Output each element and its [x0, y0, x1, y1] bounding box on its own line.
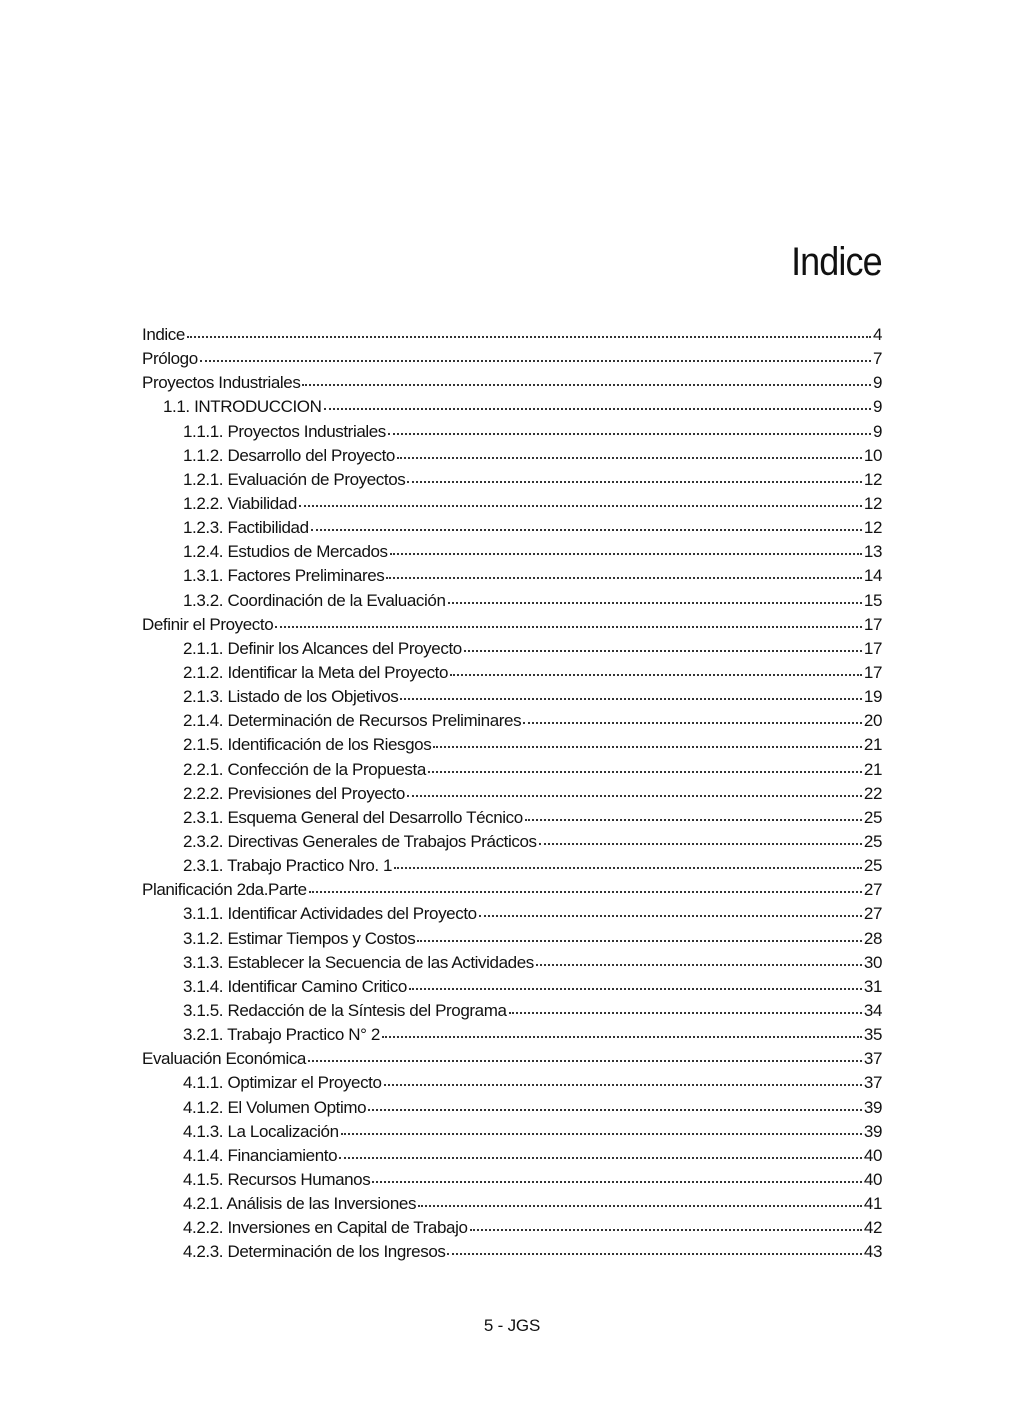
toc-entry-title: 2.3.2. Directivas Generales de Trabajos Prácticos [183, 831, 537, 851]
toc-entry-title: 2.3.1. Esquema General del Desarrollo Técnico [183, 807, 523, 827]
toc-entry-title: 4.2.3. Determinación de los Ingresos [183, 1242, 446, 1262]
toc-entry-title: 1.2.4. Estudios de Mercados [183, 542, 388, 562]
toc-dot-leader [309, 881, 862, 895]
toc-dot-leader [324, 398, 871, 412]
toc-entry-title: 3.1.3. Establecer la Secuencia de las Actividades [183, 952, 534, 972]
toc-dot-leader [372, 1171, 862, 1185]
toc-page-number: 28 [863, 928, 882, 948]
toc-page-number: 25 [863, 831, 882, 851]
toc-entry[interactable] [142, 323, 882, 347]
toc-dot-leader [470, 1219, 862, 1233]
toc-entry-title: Prólogo [142, 349, 198, 369]
toc-entry[interactable] [142, 420, 882, 444]
toc-dot-leader [407, 471, 862, 485]
toc-entry[interactable] [142, 540, 882, 564]
toc-entry-title: 3.1.5. Redacción de la Síntesis del Programa [183, 1000, 507, 1020]
toc-dot-leader [382, 1026, 862, 1040]
toc-dot-leader [388, 423, 871, 437]
toc-dot-leader [187, 326, 871, 340]
toc-dot-leader [448, 592, 862, 606]
toc-entry-title: 1.3.2. Coordinación de la Evaluación [183, 590, 446, 610]
toc-entry[interactable] [142, 927, 882, 951]
toc-page-number: 19 [863, 687, 882, 707]
toc-entry-title: 2.1.1. Definir los Alcances del Proyecto [183, 638, 462, 658]
toc-page-number: 9 [872, 373, 882, 393]
toc-dot-leader [311, 519, 862, 533]
toc-page-number: 42 [863, 1218, 882, 1238]
toc-entry[interactable] [142, 902, 882, 926]
toc-entry-title: Definir el Proyecto [142, 614, 274, 634]
toc-entry-title: Proyectos Industriales [142, 373, 301, 393]
toc-dot-leader [417, 930, 862, 944]
toc-entry-title: 4.1.3. La Localización [183, 1121, 339, 1141]
toc-page-number: 30 [863, 952, 882, 972]
toc-entry-title: 4.1.4. Financiamiento [183, 1145, 338, 1165]
toc-entry-title: 1.2.2. Viabilidad [183, 493, 297, 513]
toc-dot-leader [409, 978, 862, 992]
toc-entry[interactable] [142, 709, 882, 733]
toc-dot-leader [525, 809, 862, 823]
toc-entry[interactable] [142, 806, 882, 830]
toc-entry[interactable] [142, 1192, 882, 1216]
toc-entry-title: 4.1.1. Optimizar el Proyecto [183, 1073, 382, 1093]
toc-entry[interactable] [142, 637, 882, 661]
toc-dot-leader [275, 616, 862, 630]
toc-page-number: 41 [863, 1194, 882, 1214]
toc-page-number: 39 [863, 1097, 882, 1117]
toc-dot-leader [200, 350, 871, 364]
toc-page-number: 37 [863, 1049, 882, 1069]
page-title: Indice [791, 240, 882, 284]
toc-dot-leader [308, 1050, 862, 1064]
toc-dot-leader [384, 1074, 862, 1088]
toc-page-number: 22 [863, 783, 882, 803]
toc-entry[interactable] [142, 1216, 882, 1240]
toc-dot-leader [479, 905, 862, 919]
toc-page-number: 25 [863, 807, 882, 827]
toc-entry-title: Planificación 2da.Parte [142, 880, 307, 900]
toc-dot-leader [386, 567, 862, 581]
toc-entry[interactable] [142, 516, 882, 540]
toc-page-number: 10 [863, 445, 882, 465]
toc-dot-leader [299, 495, 862, 509]
toc-entry-title: 2.1.3. Listado de los Objetivos [183, 687, 399, 707]
toc-page-number: 37 [863, 1073, 882, 1093]
toc-page-number: 25 [863, 856, 882, 876]
toc-page-number: 20 [863, 711, 882, 731]
toc-dot-leader [464, 640, 862, 654]
toc-page-number: 35 [863, 1025, 882, 1045]
toc-entry-title: 1.1.2. Desarrollo del Proyecto [183, 445, 395, 465]
toc-entry[interactable] [142, 1240, 882, 1264]
toc-page-number: 9 [872, 421, 882, 441]
toc-entry[interactable] [142, 685, 882, 709]
toc-entry-title: 1.3.1. Factores Preliminares [183, 566, 385, 586]
toc-dot-leader [536, 954, 862, 968]
toc-entry[interactable] [142, 854, 882, 878]
toc-entry[interactable] [142, 999, 882, 1023]
toc-entry-title: 2.1.2. Identificar la Meta del Proyecto [183, 662, 449, 682]
page-footer: 5 - JGS [483, 1316, 541, 1335]
toc-dot-leader [390, 543, 862, 557]
table-of-contents [142, 323, 882, 1264]
toc-page-number: 43 [863, 1242, 882, 1262]
toc-dot-leader [400, 688, 862, 702]
toc-entry-title: 2.3.1. Trabajo Practico Nro. 1 [183, 856, 393, 876]
toc-entry[interactable] [142, 758, 882, 782]
toc-page-number: 12 [863, 493, 882, 513]
toc-entry[interactable] [142, 1047, 882, 1071]
toc-entry[interactable] [142, 951, 882, 975]
toc-page-number: 39 [863, 1121, 882, 1141]
toc-entry[interactable] [142, 347, 882, 371]
toc-dot-leader [302, 374, 870, 388]
toc-entry[interactable] [142, 1144, 882, 1168]
toc-entry-title: 4.2.1. Análisis de las Inversiones [183, 1194, 417, 1214]
toc-dot-leader [418, 1195, 862, 1209]
toc-entry-title: 2.2.1. Confección de la Propuesta [183, 759, 426, 779]
toc-entry[interactable] [142, 1120, 882, 1144]
toc-entry-title: 4.1.5. Recursos Humanos [183, 1169, 371, 1189]
toc-page-number: 21 [863, 735, 882, 755]
toc-entry[interactable] [142, 589, 882, 613]
toc-entry[interactable] [142, 395, 882, 419]
toc-dot-leader [433, 736, 862, 750]
toc-entry[interactable] [142, 613, 882, 637]
toc-dot-leader [407, 785, 862, 799]
toc-dot-leader [450, 664, 862, 678]
toc-page-number: 34 [863, 1000, 882, 1020]
toc-page-number: 15 [863, 590, 882, 610]
toc-entry[interactable] [142, 371, 882, 395]
toc-page-number: 17 [863, 662, 882, 682]
toc-page-number: 40 [863, 1169, 882, 1189]
toc-page-number: 4 [872, 325, 882, 344]
toc-page-number: 7 [872, 349, 882, 369]
toc-entry[interactable] [142, 492, 882, 516]
toc-entry-title: 1.1. INTRODUCCION [163, 397, 322, 417]
toc-entry[interactable] [142, 1096, 882, 1120]
toc-page-number: 13 [863, 542, 882, 562]
toc-page-number: 17 [863, 638, 882, 658]
toc-dot-leader [339, 1147, 862, 1161]
toc-entry-title: 1.2.3. Factibilidad [183, 518, 309, 538]
toc-entry[interactable] [142, 1023, 882, 1047]
toc-entry-title: 4.1.2. El Volumen Optimo [183, 1097, 367, 1117]
toc-entry[interactable] [142, 1168, 882, 1192]
toc-entry-title: 3.1.4. Identificar Camino Critico [183, 976, 407, 996]
toc-page-number: 27 [863, 880, 882, 900]
toc-entry[interactable] [142, 444, 882, 468]
toc-entry-title: 2.1.4. Determinación de Recursos Preliminares [183, 711, 522, 731]
toc-entry[interactable] [142, 782, 882, 806]
toc-dot-leader [341, 1123, 862, 1137]
toc-entry[interactable] [142, 975, 882, 999]
toc-entry-title: Evaluación Económica [142, 1049, 306, 1069]
toc-entry[interactable] [142, 733, 882, 757]
toc-page-number: 31 [863, 976, 882, 996]
toc-page-number: 17 [863, 614, 882, 634]
toc-dot-leader [368, 1099, 862, 1113]
toc-entry[interactable] [142, 564, 882, 588]
toc-entry-title: 1.2.1. Evaluación de Proyectos [183, 469, 406, 489]
toc-entry-title: 1.1.1. Proyectos Industriales [183, 421, 386, 441]
toc-entry[interactable] [142, 1071, 882, 1095]
toc-entry-title: 2.1.5. Identificación de los Riesgos [183, 735, 432, 755]
toc-page-number: 21 [863, 759, 882, 779]
toc-dot-leader [447, 1243, 861, 1257]
toc-entry-title: 3.1.2. Estimar Tiempos y Costos [183, 928, 416, 948]
toc-page-number: 40 [863, 1145, 882, 1165]
toc-page-number: 14 [863, 566, 882, 586]
toc-entry[interactable] [142, 878, 882, 902]
toc-page-number: 27 [863, 904, 882, 924]
toc-dot-leader [397, 447, 862, 461]
toc-entry[interactable] [142, 661, 882, 685]
toc-page-number: 12 [863, 518, 882, 538]
toc-dot-leader [523, 712, 862, 726]
toc-entry[interactable] [142, 468, 882, 492]
toc-entry[interactable] [142, 830, 882, 854]
toc-entry-title: 3.1.1. Identificar Actividades del Proyecto [183, 904, 477, 924]
toc-page-number: 9 [872, 397, 882, 417]
toc-page-number: 12 [863, 469, 882, 489]
toc-dot-leader [539, 833, 862, 847]
toc-entry-title: 3.2.1. Trabajo Practico N° 2 [183, 1025, 380, 1045]
toc-entry-title: 4.2.2. Inversiones en Capital de Trabajo [183, 1218, 468, 1238]
toc-entry-title: 2.2.2. Previsiones del Proyecto [183, 783, 405, 803]
toc-entry-title: Indice [142, 325, 185, 344]
toc-dot-leader [428, 761, 862, 775]
toc-dot-leader [394, 857, 862, 871]
toc-dot-leader [509, 1002, 862, 1016]
